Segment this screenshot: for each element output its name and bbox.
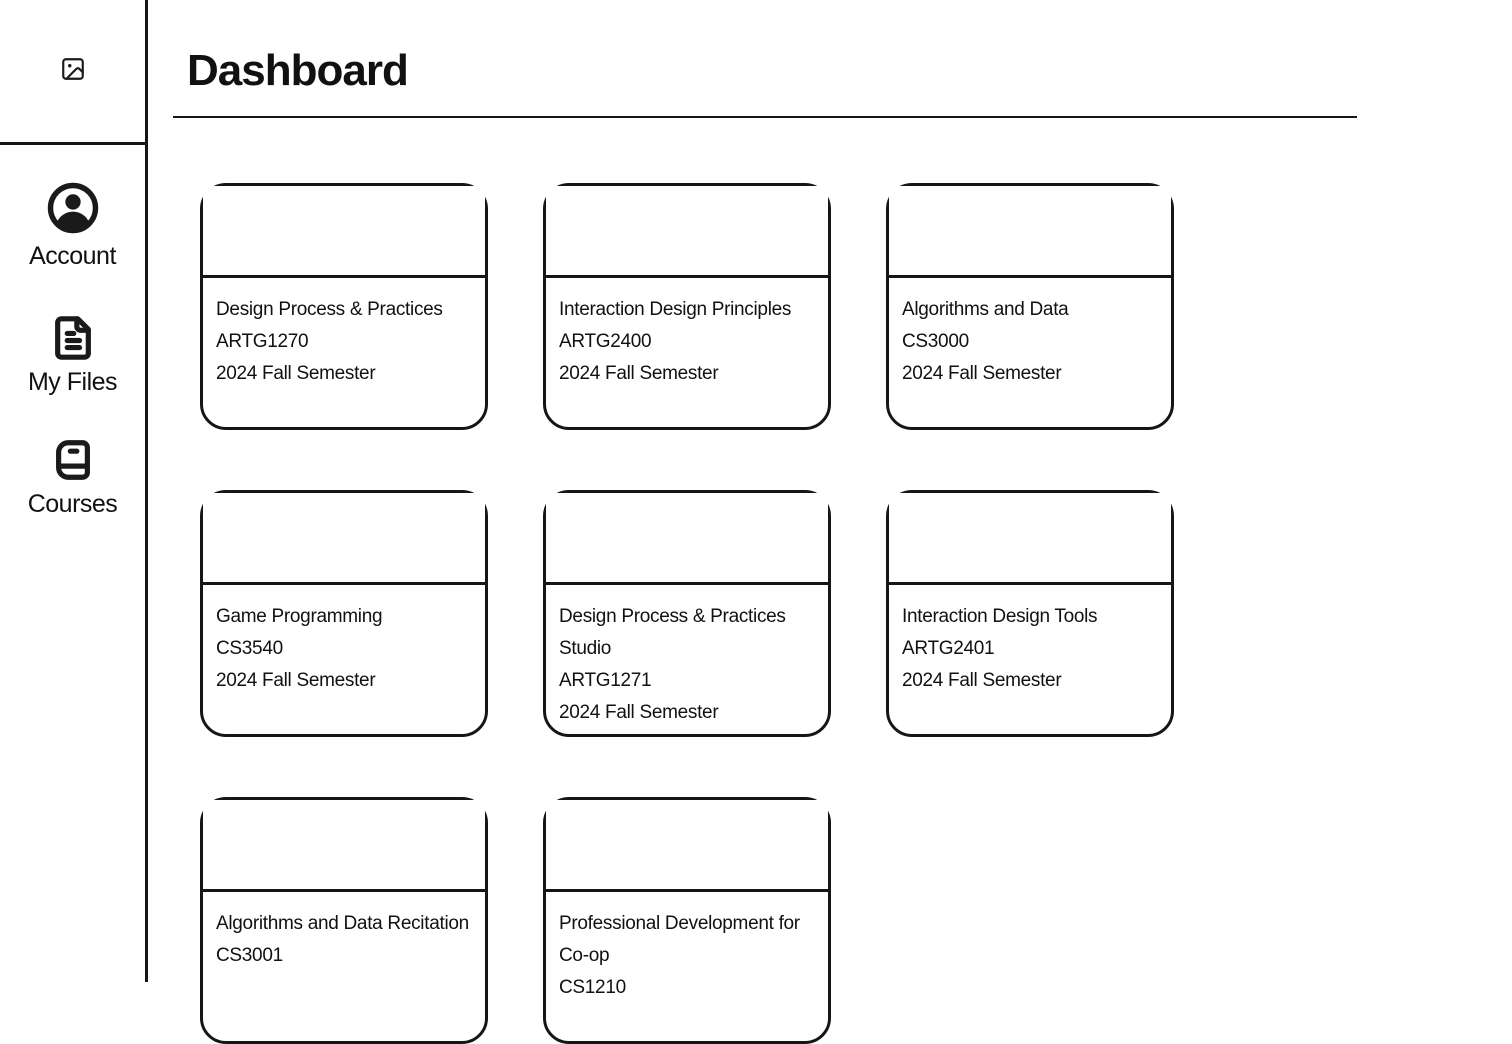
- course-card[interactable]: [200, 797, 488, 1044]
- sidebar-item-courses[interactable]: [28, 437, 118, 519]
- course-code: ARTG1270: [216, 331, 309, 352]
- user-circle-icon: [46, 181, 100, 235]
- card-body: [889, 585, 1171, 697]
- card-image-placeholder: [546, 186, 828, 278]
- course-code: ARTG2400: [559, 331, 652, 352]
- course-term: 2024 Fall Semester: [902, 363, 1062, 384]
- card-body: [546, 892, 828, 1004]
- course-title: Interaction Design Tools: [902, 606, 1098, 627]
- course-card[interactable]: [543, 490, 831, 737]
- card-image-placeholder: [203, 493, 485, 585]
- course-code: CS3540: [216, 638, 283, 659]
- course-card[interactable]: [200, 183, 488, 430]
- sidebar: [0, 0, 148, 982]
- main-content: [148, 0, 1512, 998]
- course-term: 2024 Fall Semester: [559, 363, 719, 384]
- file-text-icon: [50, 315, 96, 361]
- card-body: [203, 892, 485, 972]
- course-card[interactable]: [543, 797, 831, 1044]
- card-image-placeholder: [546, 800, 828, 892]
- card-image-placeholder: [203, 800, 485, 892]
- course-card[interactable]: [886, 490, 1174, 737]
- course-card[interactable]: [200, 490, 488, 737]
- course-card[interactable]: [886, 183, 1174, 430]
- course-title: Algorithms and Data: [902, 299, 1069, 320]
- sidebar-item-label: Courses: [27, 490, 118, 518]
- sidebar-item-label: Account: [29, 242, 116, 270]
- card-body: [203, 585, 485, 697]
- card-image-placeholder: [889, 186, 1171, 278]
- course-title: Interaction Design Principles: [559, 299, 792, 320]
- card-body: [546, 278, 828, 390]
- page-title: Dashboard: [187, 46, 408, 95]
- course-code: CS3001: [216, 945, 283, 966]
- logo-placeholder: [0, 0, 145, 145]
- course-title: Design Process & Practices: [216, 299, 443, 320]
- course-term: 2024 Fall Semester: [216, 363, 376, 384]
- course-code: CS1210: [559, 977, 626, 998]
- course-title: Professional Development for Co-op: [559, 913, 800, 966]
- image-icon: [60, 56, 86, 87]
- card-image-placeholder: [889, 493, 1171, 585]
- course-title: Design Process & Practices Studio: [559, 606, 786, 659]
- sidebar-nav: [0, 145, 145, 519]
- card-body: [889, 278, 1171, 390]
- course-grid: [200, 183, 1174, 1044]
- course-term: 2024 Fall Semester: [902, 670, 1062, 691]
- book-icon: [50, 437, 96, 483]
- title-divider: [173, 116, 1357, 118]
- course-title: Algorithms and Data Recitation: [216, 913, 469, 934]
- card-body: [203, 278, 485, 390]
- card-image-placeholder: [546, 493, 828, 585]
- sidebar-item-my-files[interactable]: [28, 315, 117, 397]
- card-body: [546, 585, 828, 729]
- sidebar-item-label: My Files: [27, 368, 118, 396]
- sidebar-item-account[interactable]: [29, 181, 116, 271]
- course-code: CS3000: [902, 331, 969, 352]
- course-term: 2024 Fall Semester: [216, 670, 376, 691]
- course-title: Game Programming: [216, 606, 383, 627]
- course-card[interactable]: [543, 183, 831, 430]
- course-code: ARTG2401: [902, 638, 995, 659]
- course-term: 2024 Fall Semester: [559, 702, 719, 723]
- card-image-placeholder: [203, 186, 485, 278]
- course-code: ARTG1271: [559, 670, 652, 691]
